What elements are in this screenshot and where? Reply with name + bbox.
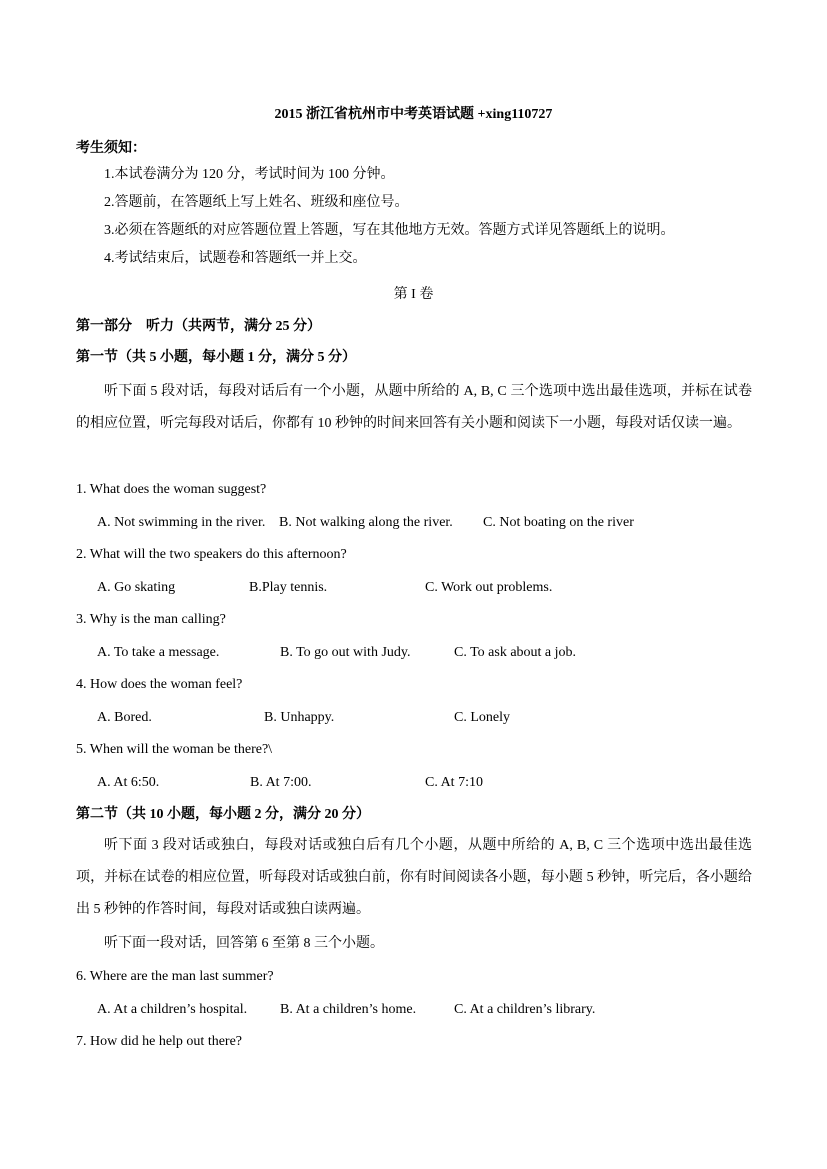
option-a: A. To take a message.: [97, 645, 220, 660]
question-5: 5. When will the woman be there?\: [76, 742, 273, 757]
notice-item: 2.答题前，在答题纸上写上姓名、班级和座位号。: [104, 195, 409, 210]
part1-heading: 第一部分 听力（共两节，满分 25 分）: [76, 319, 321, 334]
option-b: B.Play tennis.: [249, 580, 328, 595]
section2-heading: 第二节（共 10 小题，每小题 2 分，满分 20 分）: [76, 807, 370, 822]
option-b: B. At a children’s home.: [280, 1002, 417, 1017]
section2-sub-instructions: 听下面一段对话，回答第 6 至第 8 三个小题。: [104, 936, 384, 951]
option-a: A. Bored.: [97, 710, 152, 725]
option-c: C. At 7:10: [425, 775, 483, 790]
notice-item: 4.考试结束后，试题卷和答题纸一并上交。: [104, 251, 367, 266]
page-title: 2015 浙江省杭州市中考英语试题 +xing110727: [274, 107, 553, 122]
option-c: C. To ask about a job.: [454, 645, 577, 660]
question-7: 7. How did he help out there?: [76, 1034, 243, 1049]
notice-item: 3.必须在答题纸的对应答题位置上答题，写在其他地方无效。答题方式详见答题纸上的说明。: [104, 223, 675, 238]
option-c: C. Lonely: [454, 710, 510, 725]
option-a: A. At 6:50.: [97, 775, 160, 790]
notice-item: 1.本试卷满分为 120 分，考试时间为 100 分钟。: [104, 167, 395, 182]
option-c: C. Not boating on the river: [483, 515, 634, 530]
section1-instructions: 听下面 5 段对话，每段对话后有一个小题，从题中所给的 A, B, C 三个选项中选出最佳选项，并标在试卷的相应位置，听完每段对话后，你都有 10 秒钟的时间来回答有关小题和阅读下一小题，每段对话仅读一遍。: [76, 384, 752, 431]
option-b: B. Unhappy.: [264, 710, 335, 725]
question-1: 1. What does the woman suggest?: [76, 482, 267, 497]
notice-heading: 考生须知：: [76, 141, 146, 156]
section1-heading: 第一节（共 5 小题，每小题 1 分，满分 5 分）: [76, 350, 356, 365]
volume-heading: 第 I 卷: [393, 287, 434, 302]
option-c: C. Work out problems.: [425, 580, 553, 595]
question-6: 6. Where are the man last summer?: [76, 969, 274, 984]
question-3: 3. Why is the man calling?: [76, 612, 226, 627]
option-a: A. Go skating: [97, 580, 176, 595]
option-a: A. At a children’s hospital.: [97, 1002, 248, 1017]
option-b: B. Not walking along the river.: [279, 515, 453, 530]
question-4: 4. How does the woman feel?: [76, 677, 243, 692]
option-a: A. Not swimming in the river.: [97, 515, 266, 530]
question-2: 2. What will the two speakers do this afternoon?: [76, 547, 347, 562]
section2-instructions: 听下面 3 段对话或独白，每段对话或独白后有几个小题，从题中所给的 A, B, C 三个选项中选出最佳选项，并标在试卷的相应位置，听每段对话或独白前，你有时间阅读各小题，每小题 5 秒钟，听完后，各小题给出 5 秒钟的作答时间，每段对话或独白读两遍。: [76, 838, 752, 917]
option-c: C. At a children’s library.: [454, 1002, 596, 1017]
option-b: B. At 7:00.: [250, 775, 312, 790]
option-b: B. To go out with Judy.: [280, 645, 411, 660]
